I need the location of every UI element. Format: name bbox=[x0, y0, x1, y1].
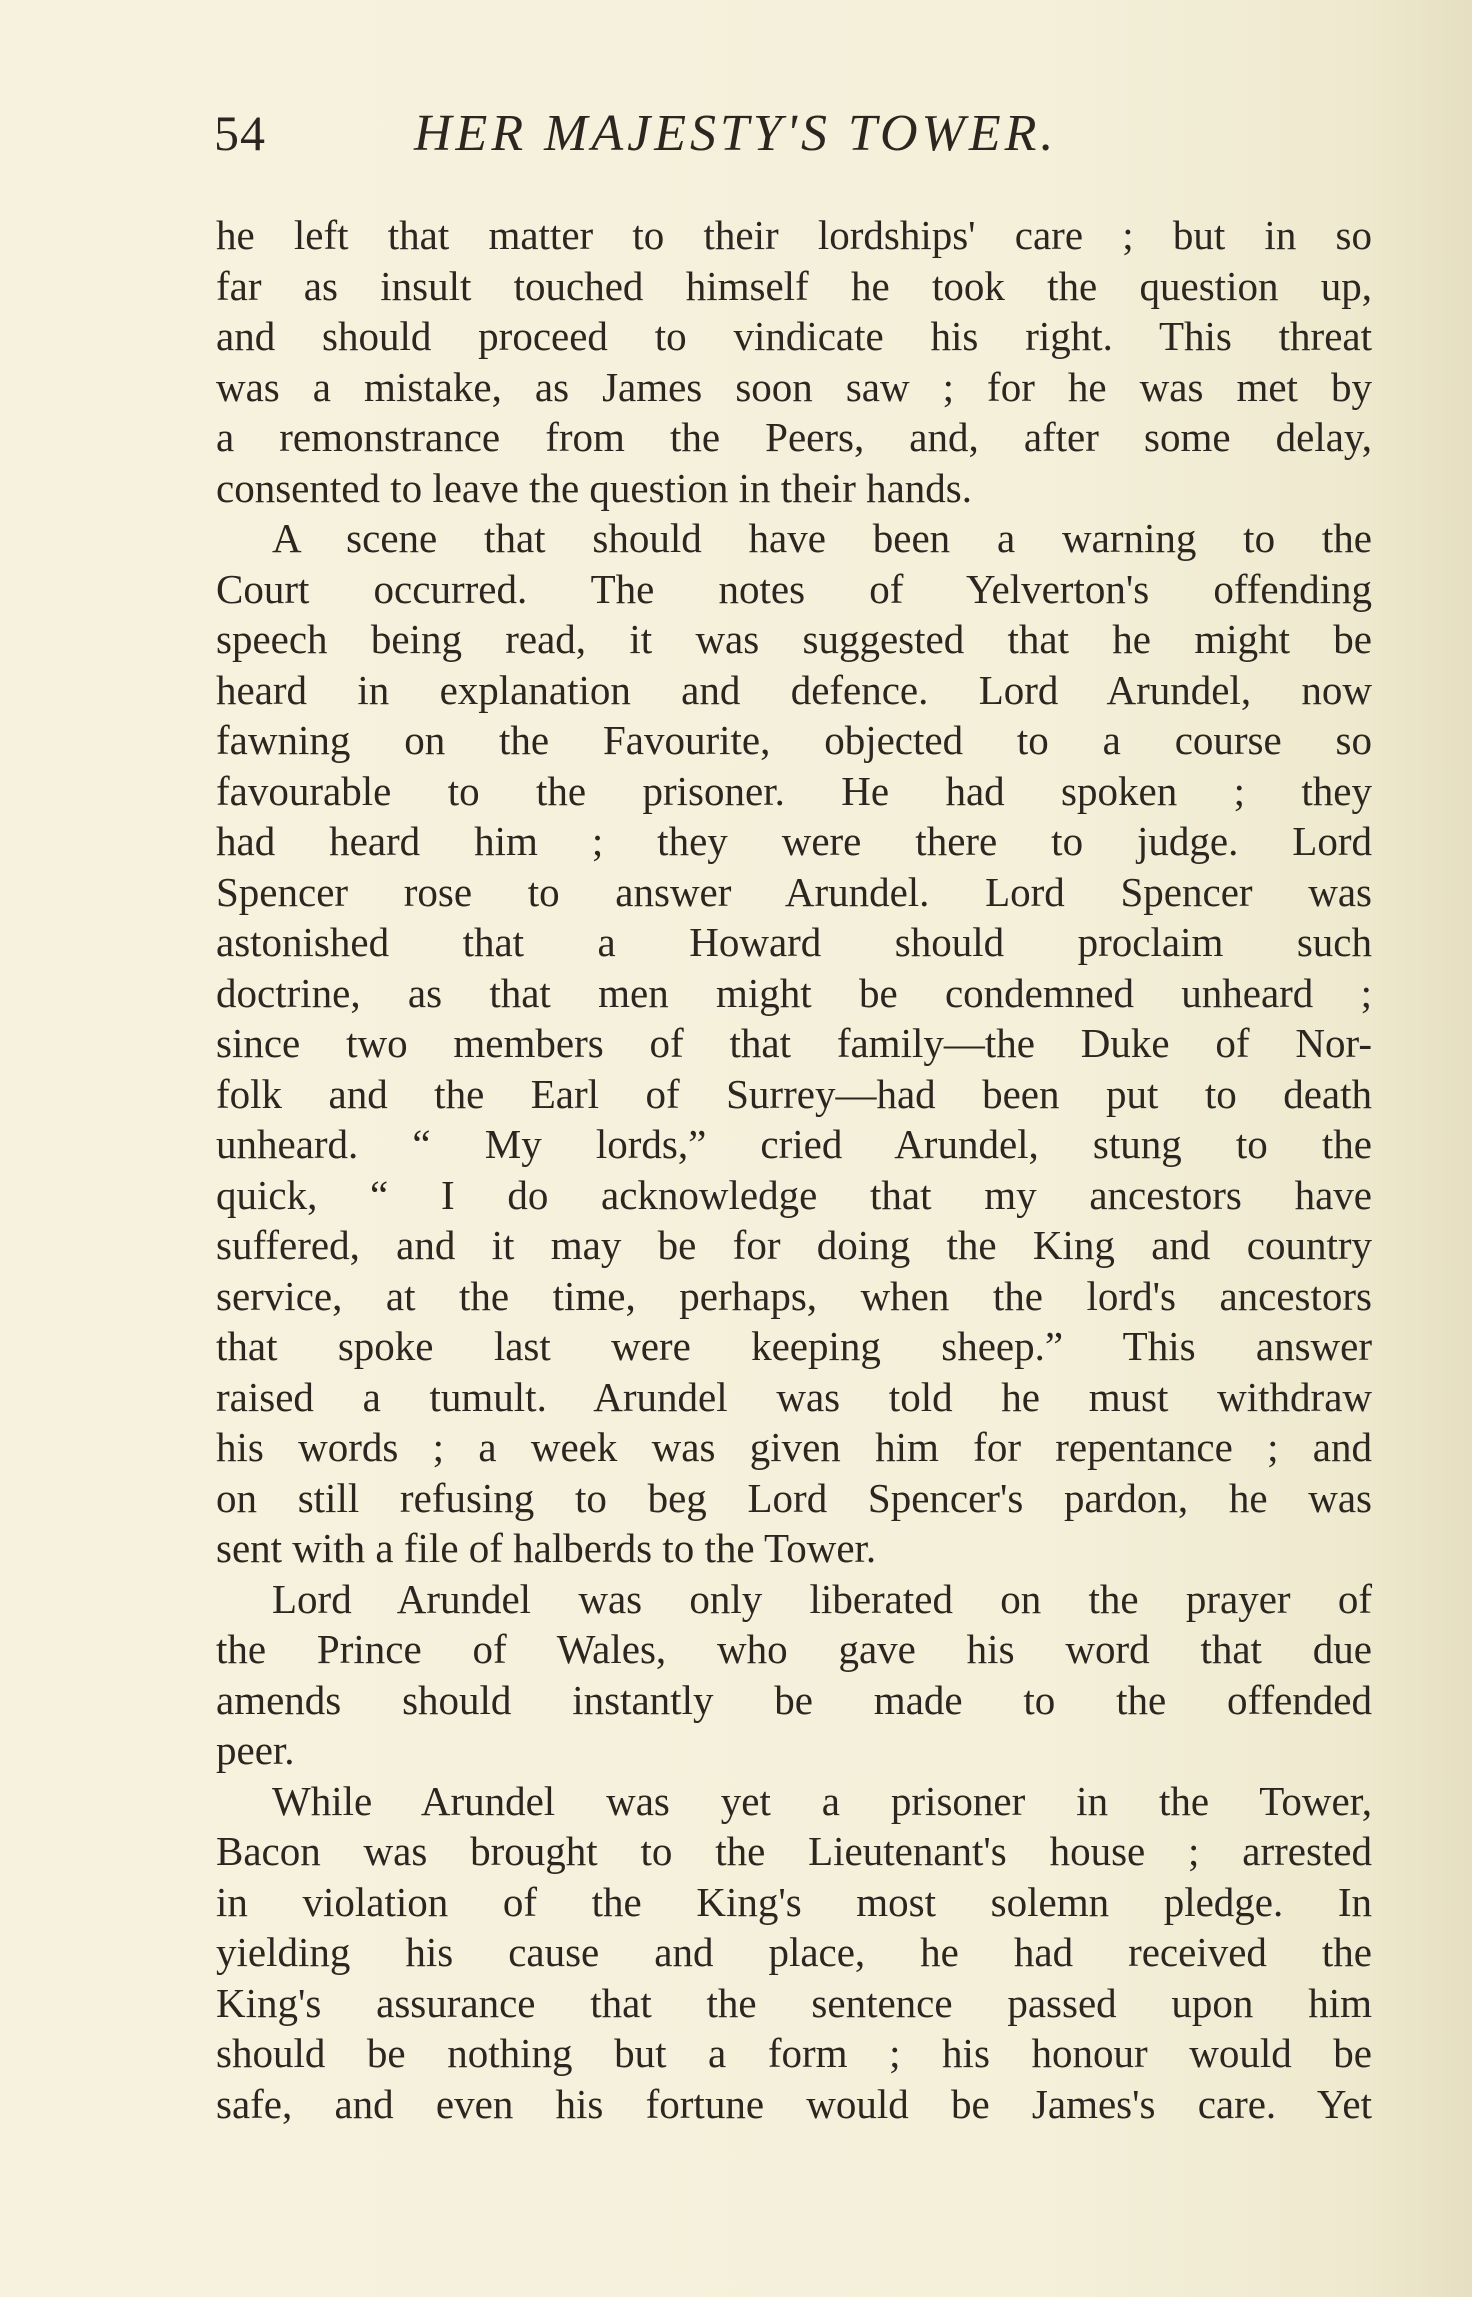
text-line: speech being read, it was suggested that he might be bbox=[216, 616, 1372, 662]
text-line: safe, and even his fortune would be James's care. Yet bbox=[216, 2080, 1372, 2127]
text-line: should be nothing but a form ; his honour would be bbox=[216, 2030, 1372, 2076]
text-line: amends should instantly be made to the offended bbox=[216, 1676, 1372, 1723]
body-text bbox=[216, 210, 1372, 2129]
page-number: 54 bbox=[214, 105, 266, 161]
text-line: the Prince of Wales, who gave his word that due bbox=[216, 1626, 1372, 1672]
text-line: folk and the Earl of Surrey—had been put to death bbox=[216, 1070, 1372, 1117]
text-line: service, at the time, perhaps, when the lord's ancestors bbox=[216, 1272, 1372, 1319]
text-line: had heard him ; they were there to judge. Lord bbox=[216, 818, 1372, 864]
text-line: he left that matter to their lordships' care ; but in so bbox=[216, 212, 1372, 258]
text-line: favourable to the prisoner. He had spoken ; they bbox=[216, 767, 1372, 814]
text-line: yielding his cause and place, he had received the bbox=[216, 1929, 1372, 1975]
text-line: doctrine, as that men might be condemned unheard ; bbox=[216, 969, 1372, 1016]
text-line: since two members of that family—the Duke of Nor- bbox=[216, 1020, 1372, 1066]
text-line: that spoke last were keeping sheep.” This answer bbox=[216, 1323, 1372, 1369]
text-line: A scene that should have been a warning to the bbox=[272, 515, 1372, 561]
text-line: his words ; a week was given him for repentance ; and bbox=[216, 1424, 1372, 1470]
text-line: suffered, and it may be for doing the King and country bbox=[216, 1222, 1372, 1268]
text-line: was a mistake, as James soon saw ; for he was met by bbox=[216, 363, 1372, 410]
text-line: fawning on the Favourite, objected to a course so bbox=[216, 717, 1372, 763]
text-line: quick, “ I do acknowledge that my ancestors have bbox=[216, 1171, 1372, 1218]
running-title: HER MAJESTY'S TOWER. bbox=[414, 105, 1058, 162]
text-line: on still refusing to beg Lord Spencer's pardon, he was bbox=[216, 1474, 1372, 1521]
text-line: far as insult touched himself he took the question up, bbox=[216, 262, 1372, 309]
text-line: Spencer rose to answer Arundel. Lord Spencer was bbox=[216, 868, 1372, 915]
text-line: astonished that a Howard should proclaim such bbox=[216, 919, 1372, 965]
text-line: peer. bbox=[216, 1727, 295, 1773]
text-line: Lord Arundel was only liberated on the prayer of bbox=[272, 1575, 1372, 1622]
text-line: in violation of the King's most solemn pledge. In bbox=[216, 1878, 1372, 1925]
text-line: sent with a file of halberds to the Tower. bbox=[216, 1525, 877, 1571]
running-head bbox=[214, 104, 1374, 174]
text-line: Bacon was brought to the Lieutenant's house ; arrested bbox=[216, 1828, 1372, 1874]
text-line: While Arundel was yet a prisoner in the Tower, bbox=[272, 1777, 1372, 1824]
text-line: King's assurance that the sentence passed upon him bbox=[216, 1979, 1372, 2026]
text-line: unheard. “ My lords,” cried Arundel, stung to the bbox=[216, 1121, 1372, 1167]
text-line: and should proceed to vindicate his right. This threat bbox=[216, 313, 1372, 359]
text-line: heard in explanation and defence. Lord Arundel, now bbox=[216, 666, 1372, 713]
text-line: consented to leave the question in their hands. bbox=[216, 464, 973, 511]
text-line: Court occurred. The notes of Yelverton's offending bbox=[216, 565, 1372, 612]
text-line: a remonstrance from the Peers, and, after some delay, bbox=[216, 414, 1372, 460]
text-line: raised a tumult. Arundel was told he must withdraw bbox=[216, 1373, 1372, 1420]
